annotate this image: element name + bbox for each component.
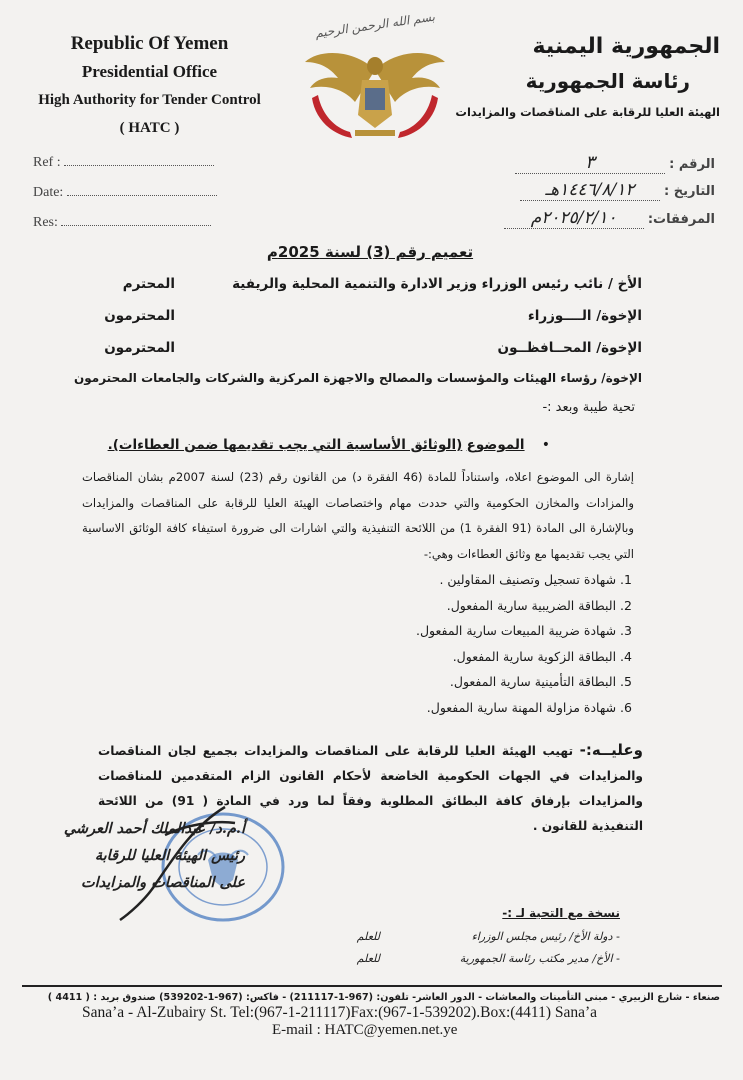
attachments-field [500,208,715,229]
footer-rule [22,985,722,987]
document-item: 6. شهادة مزاولة المهنة سارية المفعول. [426,699,632,715]
document-item: 3. شهادة ضريبة المبيعات سارية المفعول. [416,623,632,638]
addressee-2: الإخوة/ الــــوزراء [527,308,642,324]
footer-address-ar: صنعاء - شارع الزبيري - مبنى التأمينات والمعاشات - الدور العاشر- تلفون: (967-1-211117) - فاكس: (967-1-539202) صندوق بريد : ( 4411 ) [47,992,720,1003]
addressee-1-honorific: المحترم [122,276,175,292]
addressee-2-honorific: المحترمون [104,308,175,324]
circular-title: تعميم رقم (3) لسنة 2025م [266,243,474,261]
basmala: بسم الله الرحمن الرحيم [314,9,436,41]
footer-address-en: Sana’a - Al-Zubairy St. Tel:(967-1-211117)Fax:(967-1-539202).Box:(4411) Sana’a [82,1004,598,1021]
emblem-shield [365,88,385,110]
footer-email: E-mail : HATC@yemen.net.ye [272,1022,458,1038]
copy-to: دولة الأخ/ رئيس مجلس الوزراء [471,930,613,943]
hijri-date-label: التاريخ : [664,184,715,199]
copy-to: الأخ/ مدير مكتب رئاسة الجمهورية [459,952,613,965]
ref-label: Ref : [33,155,61,170]
letterhead-ar-line-2: رئاسة الجمهورية [525,69,690,93]
signature-path [120,807,235,920]
number-field [500,152,715,174]
copy-note-1: للعلم [356,930,380,943]
document-item: 4. البطاقة الزكوية سارية المفعول. [452,648,632,664]
addressee-3-honorific: المحترمون [104,340,175,356]
date-line [67,195,217,196]
addressee-4: الإخوة/ رؤساء الهيئات والمؤسسات والمصالح والاجهزة المركزية والشركات والجامعات المحترمون [74,371,642,385]
bullet-icon: - [616,952,620,965]
conclusion-label: وعليــه:- [579,741,643,759]
signature-title-2: على المناقصات والمزايدات [80,874,245,891]
hijri-date-value: ١٤٤٦/٨/١٢هـ [520,180,660,201]
emblem-flag-left [312,95,352,138]
bullet-icon: - [616,930,620,943]
subject-line [107,437,550,453]
greeting: تحية طيبة وبعد :- [542,400,635,415]
attachments-value: ٢٠٢٥/٢/١٠م [504,208,644,229]
date-label: Date: [33,185,64,200]
addressee-1-text: الأخ / نائب رئيس الوزراء وزير الادارة والتنمية المحلية والريفية [232,276,642,292]
document-item: 2. البطاقة الضريبية سارية المفعول. [446,597,632,613]
documents-list [300,572,640,725]
number-label: الرقم : [669,157,715,172]
res-field [33,215,228,231]
emblem-head [367,57,383,75]
ref-line [64,165,214,166]
hijri-date-field [500,180,715,201]
letterhead-en-line-2: Presidential Office [81,62,218,81]
letterhead-en-line-3: High Authority for Tender Control [38,92,261,108]
document-item: 5. البطاقة التأمينية سارية المفعول. [449,674,632,689]
eagle-emblem-icon [300,40,450,145]
bullet-icon: • [541,437,550,453]
date-field [33,185,228,201]
subject-label: الموضوع [466,437,525,453]
letterhead-en-line-1: Republic Of Yemen [70,33,229,54]
ref-field [33,155,228,171]
res-line [61,225,211,226]
conclusion-text: تهيب الهيئة العليا للرقابة على المناقصات والمزايدات بجميع لجان المناقصات والمزايدات في الجهات الحكومية الخاضعة لأحكام القانون الزام المتقدمين للمناقصات والمزايدات بإرفاق كافة البطائق المطلوبة وفقاً لما ورد في المادة ( 91) من اللائحة التنفيذية للقانون . [98,744,644,833]
signature-name: أ.م.د/ عبدالملك أحمد العرشي [63,820,245,837]
emblem-flag-right [398,95,438,138]
signature-stroke-icon [105,795,245,925]
letterhead-en-line-4: ( HATC ) [119,120,180,136]
document-item: 1. شهادة تسجيل وتصنيف المقاولين . [439,572,632,587]
signature-title-1: رئيس الهيئة العليا للرقابة [94,847,245,864]
attachments-label: المرفقات: [647,212,715,227]
subject-text: (الوثائق الأساسية التي يجب تقديمها ضمن العطاءات). [107,437,463,453]
letterhead-ar-line-3: الهيئة العليا للرقابة على المناقصات والمزايدات [455,105,720,119]
addressee-3: الإخوة/ المحــافظــون [497,340,642,356]
copy-note-2: للعلم [356,952,380,965]
letterhead-ar-line-1: الجمهورية اليمنية [532,34,720,59]
number-value: ٣ [515,152,665,174]
res-label: Res: [33,215,58,230]
letterhead-ar [455,30,720,126]
copies-title: نسخة مع التحية لـ :- [502,906,620,920]
emblem-scroll [355,130,395,136]
letterhead-en [22,30,277,142]
body-paragraph: إشارة الى الموضوع اعلاه، واستناداً للمادة (46 الفقرة د) من القانون رقم (23) لسنة 2007م بشان المناقصات والمزادات والمخازن الحكومية والتي حددت مهام واختصاصات الهيئة العليا للرقابة على المناقصات والمزايدات وبالإشارة الى المادة (91 الفقرة 1) من اللائحة التنفيذية والتي اشارات الى ضرورة استيفاء كافة الوثائق الاساسية التي يجب تقديمها مع وثائق العطاءات وهي:- [82,470,635,561]
